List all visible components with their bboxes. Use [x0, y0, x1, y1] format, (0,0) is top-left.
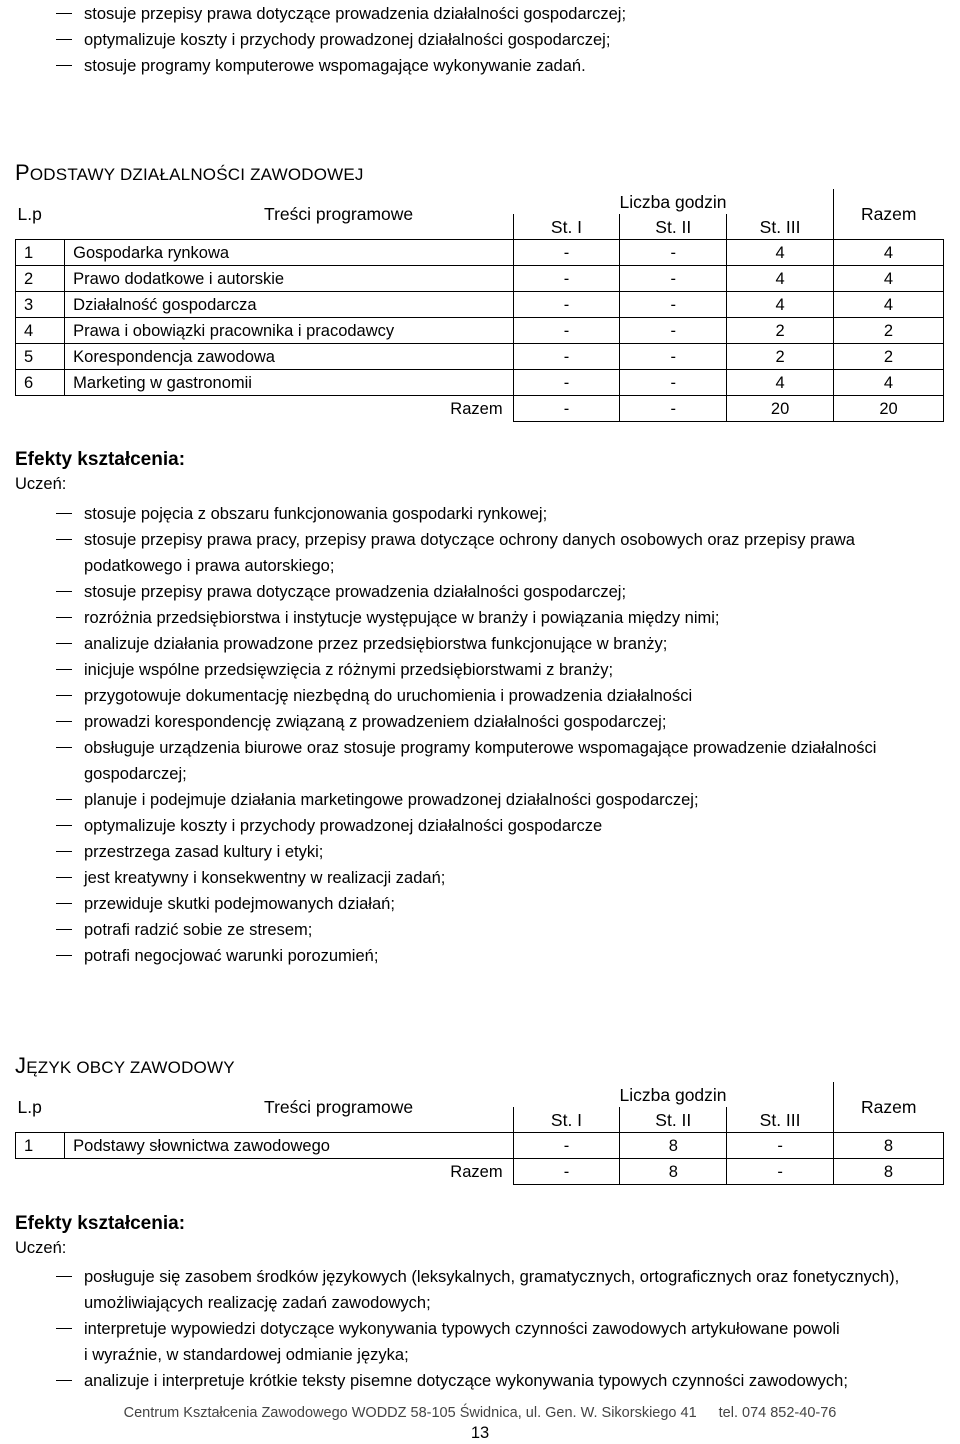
- table-row: 4 Prawa i obowiązki pracownika i pracodawcy - - 2 2: [16, 318, 944, 344]
- list-item: stosuje przepisy prawa pracy, przepisy prawa dotyczące ochrony danych osobowych oraz przepisy prawa podatkowego i prawa autorskiego;: [0, 527, 960, 579]
- dash-icon: [56, 695, 72, 696]
- list-item: przygotowuje dokumentację niezbędną do uruchomienia i prowadzenia działalności: [0, 683, 960, 709]
- dash-icon: [56, 851, 72, 852]
- list-item: rozróżnia przedsiębiorstwa i instytucje występujące w branży i powiązania między nimi;: [0, 605, 960, 631]
- list-item: przewiduje skutki podejmowanych działań;: [0, 891, 960, 917]
- col-st3: St. III: [727, 214, 834, 240]
- section-title: PODSTAWY DZIAŁALNOŚCI ZAWODOWEJ: [15, 160, 364, 185]
- table-row: 2 Prawo dodatkowe i autorskie - - 4 4: [16, 266, 944, 292]
- efekty-list: [0, 501, 960, 969]
- col-st3: St. III: [727, 1107, 834, 1133]
- list-item: prowadzi korespondencję związaną z prowadzeniem działalności gospodarczej;: [0, 709, 960, 735]
- list-item: jest kreatywny i konsekwentny w realizacji zadań;: [0, 865, 960, 891]
- list-item: planuje i podejmuje działania marketingowe prowadzonej działalności gospodarczej;: [0, 787, 960, 813]
- dash-icon: [56, 65, 72, 66]
- col-hours: Liczba godzin: [619, 191, 727, 212]
- table-total-row: Razem - - 20 20: [16, 396, 944, 422]
- col-hours: Liczba godzin: [619, 1084, 727, 1105]
- col-st2: St. II: [620, 1107, 727, 1133]
- efekty-heading: Efekty kształcenia:: [15, 1213, 186, 1234]
- table-row: 1 Podstawy słownictwa zawodowego - 8 - 8: [16, 1133, 944, 1159]
- section-title: JĘZYK OBCY ZAWODOWY: [15, 1053, 235, 1078]
- list-item: analizuje działania prowadzone przez przedsiębiorstwa funkcjonujące w branży;: [0, 631, 960, 657]
- uczen-label: Uczeń:: [15, 1239, 67, 1257]
- top-list: [0, 1, 950, 79]
- list-item: obsługuje urządzenia biurowe oraz stosuje programy komputerowe wspomagające prowadzenie działalności gospodarczej;: [0, 735, 960, 787]
- list-item: przestrzega zasad kultury i etyki;: [0, 839, 960, 865]
- list-item: posługuje się zasobem środków językowych (leksykalnych, gramatycznych, ortograficznych oraz fonetycznych), umożliwiających realizację zadań zawodowych;: [0, 1264, 960, 1316]
- dash-icon: [56, 1276, 72, 1277]
- list-item: stosuje przepisy prawa dotyczące prowadzenia działalności gospodarczej;: [0, 579, 960, 605]
- dash-icon: [56, 1328, 72, 1329]
- efekty-list: [0, 1264, 960, 1394]
- table-row: 1 Gospodarka rynkowa - - 4 4: [16, 240, 944, 266]
- list-item: optymalizuje koszty i przychody prowadzonej działalności gospodarcze: [0, 813, 960, 839]
- table-row: 6 Marketing w gastronomii - - 4 4: [16, 370, 944, 396]
- footer-address: Centrum Kształcenia Zawodowego WODDZ 58-105 Świdnica, ul. Gen. W. Sikorskiego 41: [123, 1405, 697, 1421]
- dash-icon: [56, 13, 72, 14]
- col-sum: Razem: [834, 189, 944, 240]
- col-lp: L.p: [17, 204, 42, 224]
- list-item: stosuje przepisy prawa dotyczące prowadzenia działalności gospodarczej;: [0, 1, 950, 27]
- footer-tel: tel. 074 852-40-76: [718, 1405, 837, 1421]
- dash-icon: [56, 617, 72, 618]
- table-row: 3 Działalność gospodarcza - - 4 4: [16, 292, 944, 318]
- table-total-row: Razem - 8 - 8: [16, 1159, 944, 1185]
- dash-icon: [56, 903, 72, 904]
- dash-icon: [56, 513, 72, 514]
- program-table: [15, 189, 944, 422]
- list-item: potrafi radzić sobie ze stresem;: [0, 917, 960, 943]
- list-item: stosuje programy komputerowe wspomagające wykonywanie zadań.: [0, 53, 950, 79]
- dash-icon: [56, 825, 72, 826]
- dash-icon: [56, 955, 72, 956]
- program-table: [15, 1082, 944, 1185]
- dash-icon: [56, 799, 72, 800]
- col-name: Treści programowe: [264, 204, 414, 224]
- dash-icon: [56, 539, 72, 540]
- dash-icon: [56, 721, 72, 722]
- list-item: optymalizuje koszty i przychody prowadzonej działalności gospodarczej;: [0, 27, 950, 53]
- list-item: inicjuje wspólne przedsięwzięcia z różnymi przedsiębiorstwami z branży;: [0, 657, 960, 683]
- dash-icon: [56, 669, 72, 670]
- col-lp: L.p: [17, 1097, 42, 1117]
- col-sum: Razem: [834, 1082, 944, 1133]
- col-name: Treści programowe: [264, 1097, 414, 1117]
- page-number: 13: [470, 1424, 490, 1442]
- dash-icon: [56, 39, 72, 40]
- col-st2: St. II: [620, 214, 727, 240]
- list-item: potrafi negocjować warunki porozumień;: [0, 943, 960, 969]
- efekty-heading: Efekty kształcenia:: [15, 449, 186, 470]
- uczen-label: Uczeń:: [15, 475, 67, 493]
- dash-icon: [56, 591, 72, 592]
- dash-icon: [56, 929, 72, 930]
- col-st1: St. I: [513, 214, 620, 240]
- dash-icon: [56, 877, 72, 878]
- page-footer: [0, 1405, 960, 1421]
- dash-icon: [56, 1380, 72, 1381]
- list-item: analizuje i interpretuje krótkie teksty pisemne dotyczące wykonywania typowych czynności zawodowych;: [0, 1368, 960, 1394]
- col-st1: St. I: [513, 1107, 620, 1133]
- dash-icon: [56, 747, 72, 748]
- dash-icon: [56, 643, 72, 644]
- list-item: interpretuje wypowiedzi dotyczące wykonywania typowych czynności zawodowych artykułowane powoli i wyraźnie, w standardowej odmianie języka;: [0, 1316, 960, 1368]
- list-item: stosuje pojęcia z obszaru funkcjonowania gospodarki rynkowej;: [0, 501, 960, 527]
- table-row: 5 Korespondencja zawodowa - - 2 2: [16, 344, 944, 370]
